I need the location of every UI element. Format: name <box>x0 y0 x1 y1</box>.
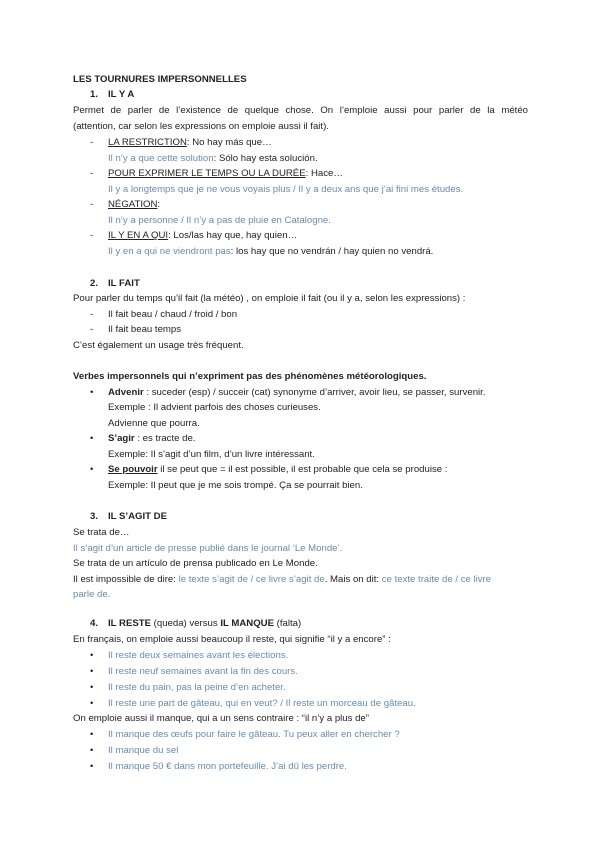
restriction-item <box>108 137 272 149</box>
section-3-example-es: Se trata de un artículo de prensa publicado en Le Monde. <box>73 558 318 569</box>
il-reste-example: Il reste deux semaines avant les élections. <box>108 650 289 661</box>
restriction-translation: : No hay más que… <box>186 137 272 148</box>
duration-translation: : Hace… <box>305 168 343 179</box>
il-y-en-a-qui-translation: : Los/las hay que, hay quien… <box>168 230 298 241</box>
impossible-text: Il est impossible de dire: <box>73 574 179 585</box>
bullet: • <box>90 650 94 661</box>
il-y-en-a-qui-item <box>108 230 297 242</box>
section-3-line-1: Se trata de… <box>73 527 130 538</box>
il-manque-heading: IL MANQUE <box>220 618 274 629</box>
il-reste-heading: IL RESTE <box>108 618 152 629</box>
advenir-example-1: Exemple : Il advient parfois des choses curieuses. <box>108 402 321 413</box>
correct-forms: ce texte traite de / ce livre <box>381 574 492 585</box>
restriction-label: LA RESTRICTION <box>108 137 187 148</box>
sagir-item <box>108 433 195 445</box>
sagir-definition: : es tracte de. <box>134 433 196 444</box>
restriction-example-es: : Sólo hay esta solución. <box>213 153 318 164</box>
section-3-usage-continuation: parle de. <box>73 589 111 600</box>
bullet: • <box>90 464 94 475</box>
bullet: • <box>90 698 94 709</box>
il-manque-intro: On emploie aussi il manque, qui a un sens contraire : “il n’y a plus de” <box>73 713 369 724</box>
advenir-definition: : suceder (esp) / succeir (cat) synonyme d’arriver, avoir lieu, se passer, survenir. <box>143 387 486 398</box>
il-y-en-a-qui-example-es: : los hay que no vendrán / hay quien no vendrá. <box>230 246 434 257</box>
bullet: • <box>90 682 94 693</box>
negation-example: Il n’y a personne / Il n’y a pas de pluie en Catalogne. <box>108 215 331 226</box>
advenir-example-2: Advienne que pourra. <box>108 418 200 429</box>
section-3-number: 3. <box>90 511 99 522</box>
section-2-heading: IL FAIT <box>108 278 140 289</box>
il-reste-example: Il reste neuf semaines avant la fin des cours. <box>108 666 298 677</box>
section-1-heading: IL Y A <box>108 89 135 100</box>
list-dash: - <box>90 324 94 335</box>
document-title: LES TOURNURES IMPERSONNELLES <box>73 74 247 85</box>
negation-item <box>108 199 160 211</box>
verbes-heading: Verbes impersonnels qui n’expriment pas des phénomènes météorologiques. <box>73 371 427 382</box>
negation-label: NÉGATION <box>108 199 158 210</box>
se-pouvoir-term: Se pouvoir <box>108 464 158 475</box>
section-3-heading: IL S’AGIT DE <box>108 511 167 522</box>
section-1-intro-line-2: (attention, car selon les expressions on emploie aussi il fait). <box>73 121 329 132</box>
il-manque-example: Il manque 50 € dans mon portefeuille. J’ai dû les perdre. <box>108 761 347 772</box>
section-2-intro: Pour parler du temps qu’il fait (la météo) , on emploie il fait (ou il y a, selon les expressions) : <box>73 293 466 304</box>
se-pouvoir-example: Exemple: Il peut que je me sois trompé. Ça se pourrait bien. <box>108 480 363 491</box>
section-3-example-fr: Il s’agit d’un article de presse publié dans le journal ‘Le Monde’. <box>73 543 343 554</box>
se-pouvoir-item <box>108 464 447 476</box>
se-pouvoir-definition: il se peut que = il est possible, il est probable que cela se produise : <box>157 464 448 475</box>
advenir-term: Advenir <box>108 387 144 398</box>
incorrect-forms: le texte s’agit de / ce livre s’agit de <box>178 574 325 585</box>
il-reste-example: Il reste du pain, pas la peine d’en acheter. <box>108 682 286 693</box>
list-dash: - <box>90 230 94 241</box>
list-dash: - <box>90 309 94 320</box>
advenir-item <box>108 387 486 399</box>
il-fait-item: Il fait beau / chaud / froid / bon <box>108 309 238 320</box>
section-2-number: 2. <box>90 278 99 289</box>
restriction-example-fr: Il n’y a que cette solution <box>108 153 214 164</box>
section-1-number: 1. <box>90 89 99 100</box>
duration-label: POUR EXPRIMER LE TEMPS OU LA DURÉE <box>108 168 306 179</box>
il-y-en-a-qui-example-fr: Il y en a qui ne viendront pas <box>108 246 231 257</box>
bullet: • <box>90 761 94 772</box>
restriction-example <box>108 153 318 165</box>
list-dash: - <box>90 137 94 148</box>
il-reste-example: Il reste une part de gâteau, qui en veut? / Il reste un morceau de gâteau. <box>108 698 416 709</box>
bullet: • <box>90 666 94 677</box>
bullet: • <box>90 387 94 398</box>
il-reste-translation: (queda) versus <box>151 618 221 629</box>
il-y-en-a-qui-label: IL Y EN A QUI <box>108 230 169 241</box>
list-dash: - <box>90 168 94 179</box>
bullet: • <box>90 729 94 740</box>
list-dash: - <box>90 199 94 210</box>
bullet: • <box>90 745 94 756</box>
bullet: • <box>90 433 94 444</box>
duration-item <box>108 168 343 180</box>
mais-on-dit: . Mais on dit: <box>324 574 382 585</box>
il-manque-example: Il manque des œufs pour faire le gâteau. Tu peux aller en chercher ? <box>108 729 400 740</box>
il-fait-item: Il fait beau temps <box>108 324 182 335</box>
section-4-number: 4. <box>90 618 99 629</box>
section-2-usage: C’est également un usage très fréquent. <box>73 340 244 351</box>
section-4-heading <box>108 618 301 630</box>
negation-colon: : <box>157 199 161 210</box>
il-y-en-a-qui-example <box>108 246 433 258</box>
duration-example: Il y a longtemps que je ne vous voyais plus / Il y a deux ans que j’ai fini mes études. <box>108 184 464 195</box>
section-3-usage-line <box>73 574 491 586</box>
sagir-example: Exemple: Il s’agit d’un film, d’un livre intéressant. <box>108 449 315 460</box>
section-4-intro: En français, on emploie aussi beaucoup il reste, qui signifie “il y a encore” : <box>73 634 391 645</box>
il-manque-example: Il manque du sel <box>108 745 179 756</box>
sagir-term: S’agir <box>108 433 135 444</box>
il-manque-translation: (falta) <box>274 618 302 629</box>
section-1-intro-line-1: Permet de parler de l’existence de quelque chose. On l’emploie aussi pour parler de la météo <box>73 105 528 116</box>
